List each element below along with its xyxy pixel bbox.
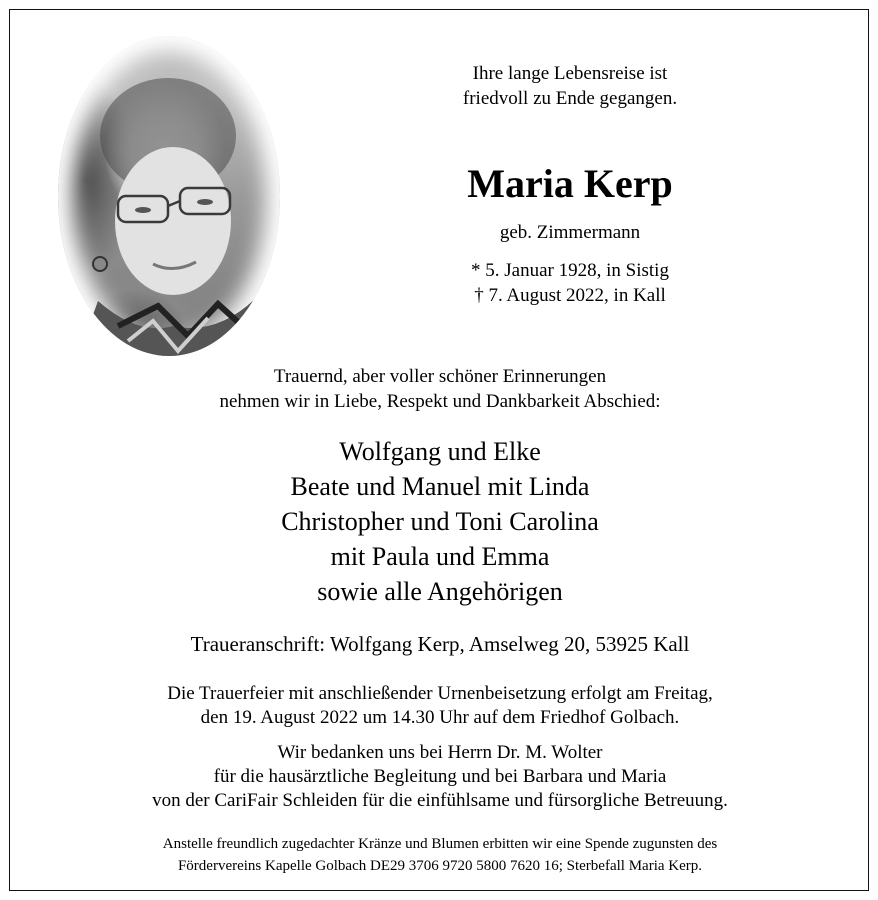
family-line: Beate und Manuel mit Linda	[290, 472, 590, 501]
donation-line-1: Anstelle freundlich zugedachter Kränze und Blumen erbitten wir eine Spende zugunsten des	[162, 836, 718, 852]
family-line: mit Paula und Emma	[330, 542, 550, 571]
thanks-note	[40, 741, 840, 813]
portrait-illustration	[58, 36, 280, 356]
ceremony-line-1: Die Trauerfeier mit anschließender Urnenbeisetzung erfolgt am Freitag,	[167, 683, 713, 704]
death-date: † 7. August 2022, in Kall	[474, 285, 666, 306]
portrait-oval	[58, 36, 280, 356]
thanks-line-2: für die hausärztliche Begleitung und bei Barbara und Maria	[213, 766, 667, 787]
intro-line-2: friedvoll zu Ende gegangen.	[462, 88, 678, 109]
donation-request	[20, 833, 860, 877]
ceremony-line-2: den 19. August 2022 um 14.30 Uhr auf dem Friedhof Golbach.	[200, 707, 680, 728]
mourning-address: Traueranschrift: Wolfgang Kerp, Amselweg 20, 53925 Kall	[190, 632, 690, 656]
mourning-line-2: nehmen wir in Liebe, Respekt und Dankbarkeit Abschied:	[219, 391, 661, 412]
family-names	[80, 434, 800, 609]
thanks-line-3: von der CariFair Schleiden für die einfühlsame und fürsorgliche Betreuung.	[152, 790, 728, 811]
deceased-name: Maria Kerp	[467, 161, 673, 206]
family-line: sowie alle Angehörigen	[317, 577, 563, 606]
mourning-statement	[80, 364, 800, 414]
donation-line-2: Fördervereins Kapelle Golbach DE29 3706 9720 5800 7620 16; Sterbefall Maria Kerp.	[177, 858, 703, 874]
birth-date: * 5. Januar 1928, in Sistig	[471, 260, 669, 281]
ceremony-info	[40, 682, 840, 730]
family-line: Wolfgang und Elke	[339, 437, 541, 466]
birth-name: geb. Zimmermann	[499, 222, 641, 243]
portrait-photo	[58, 36, 280, 356]
intro-line-1: Ihre lange Lebensreise ist	[472, 63, 668, 84]
intro-verse	[400, 61, 740, 111]
mourning-line-1: Trauernd, aber voller schöner Erinnerungen	[273, 366, 607, 387]
family-line: Christopher und Toni Carolina	[281, 507, 599, 536]
life-dates	[400, 258, 740, 308]
thanks-line-1: Wir bedanken uns bei Herrn Dr. M. Wolter	[277, 742, 603, 763]
